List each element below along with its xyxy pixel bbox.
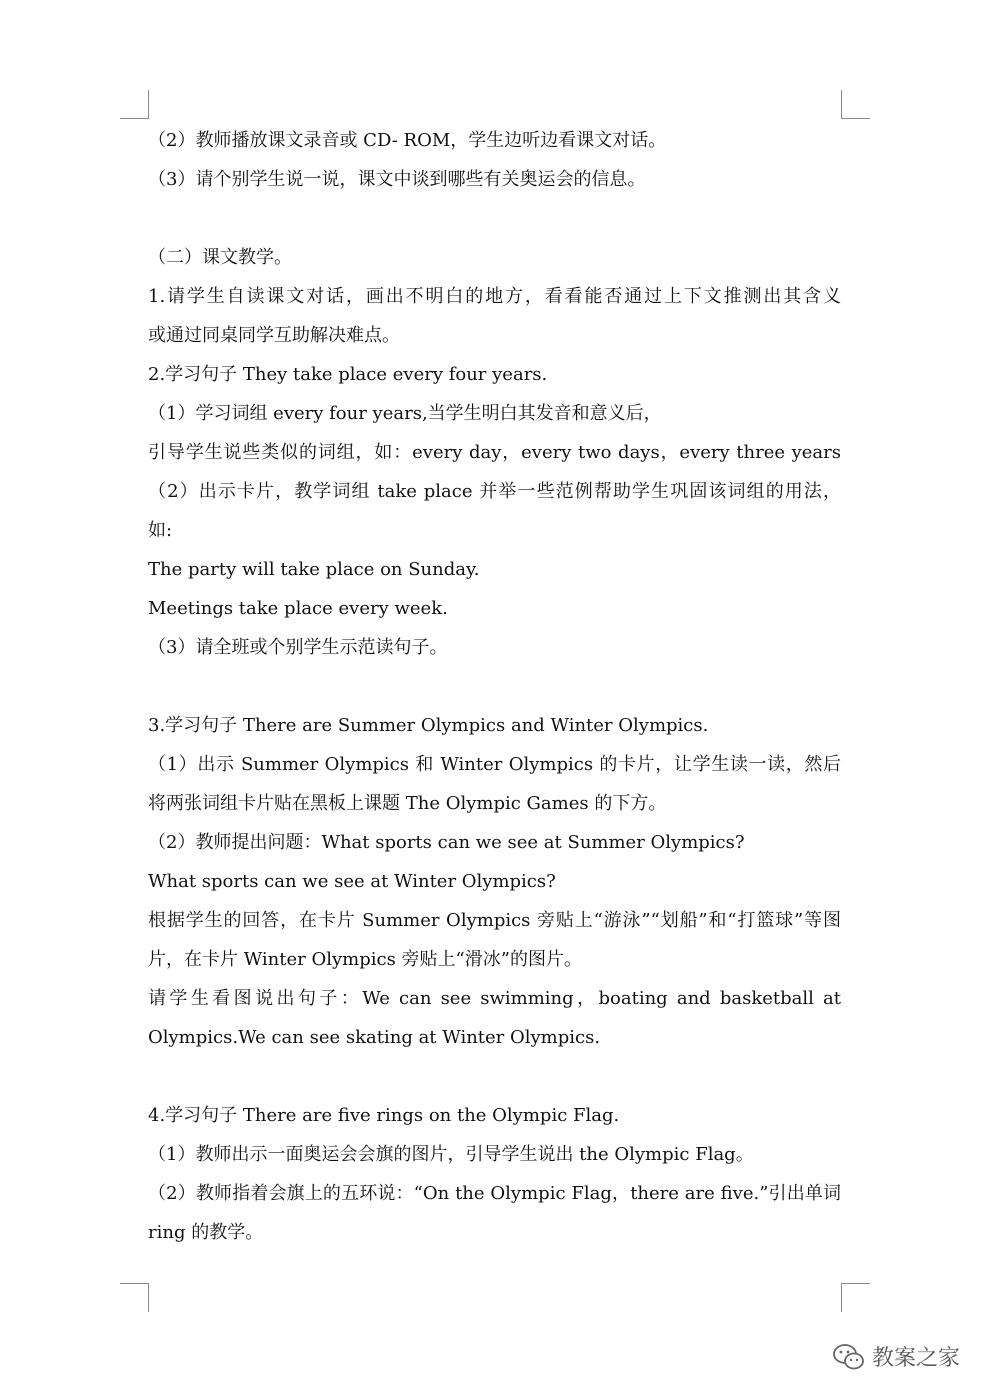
text-line: 1.请学生自读课文对话，画出不明白的地方，看看能否通过上下文推测出其含义 [148,286,841,307]
text-line: （2）教师播放课文录音或 CD- ROM，学生边听边看课文对话。 [148,130,667,151]
text-line: （2）出示卡片，教学词组 take place 并举一些范例帮助学生巩固该词组的用法， [148,481,841,502]
section-heading: （二）课文教学。 [148,247,292,268]
blank-line [148,667,841,706]
text-line: （1）学习词组 every four years,当学生明白其发音和意义后， [148,403,662,424]
margin-mark-top-right [841,90,870,119]
text-line: 4.学习句子 There are five rings on the Olympic Flag. [148,1105,620,1126]
text-line: （1）教师出示一面奥运会会旗的图片，引导学生说出 the Olympic Flag。 [148,1144,754,1165]
text-line: 或通过同桌同学互助解决难点。 [148,325,400,346]
text-line: 如: [148,520,173,541]
margin-mark-bottom-right [841,1283,870,1312]
wechat-icon [832,1343,866,1371]
text-line: （3）请全班或个别学生示范读句子。 [148,637,448,658]
blank-line [148,199,841,238]
text-line: What sports can we see at Winter Olympics? [148,871,556,892]
blank-line [148,1057,841,1096]
text-line: 3.学习句子 There are Summer Olympics and Winter Olympics. [148,715,709,736]
watermark-text: 教案之家 [871,1346,960,1371]
text-line: （2）教师指着会旗上的五环说：“On the Olympic Flag，there are five.”引出单词 [148,1183,841,1204]
document-body [148,121,841,1252]
example-sentence: The party will take place on Sunday. [148,559,480,580]
text-line: 请学生看图说出句子：We can see swimming，boating and basketball at [148,988,841,1009]
margin-mark-top-left [120,90,149,119]
text-line: 根据学生的回答，在卡片 Summer Olympics 旁贴上“游泳”“划船”和“打篮球”等图 [148,910,841,931]
text-line: ring 的教学。 [148,1222,264,1243]
text-line: 片，在卡片 Winter Olympics 旁贴上“滑冰”的图片。 [148,949,582,970]
text-line: Olympics.We can see skating at Winter Olympics. [148,1027,601,1048]
text-line: 将两张词组卡片贴在黑板上课题 The Olympic Games 的下方。 [148,793,667,814]
watermark [832,1341,960,1372]
text-line: （1）出示 Summer Olympics 和 Winter Olympics 的卡片，让学生读一读，然后 [148,754,841,775]
text-line: （3）请个别学生说一说，课文中谈到哪些有关奥运会的信息。 [148,169,646,190]
text-line: 引导学生说些类似的词组，如：every day，every two days，every three years [148,442,841,463]
margin-mark-bottom-left [120,1283,149,1312]
example-sentence: Meetings take place every week. [148,598,448,619]
text-line: （2）教师提出问题：What sports can we see at Summer Olympics? [148,832,745,853]
text-line: 2.学习句子 They take place every four years. [148,364,548,385]
